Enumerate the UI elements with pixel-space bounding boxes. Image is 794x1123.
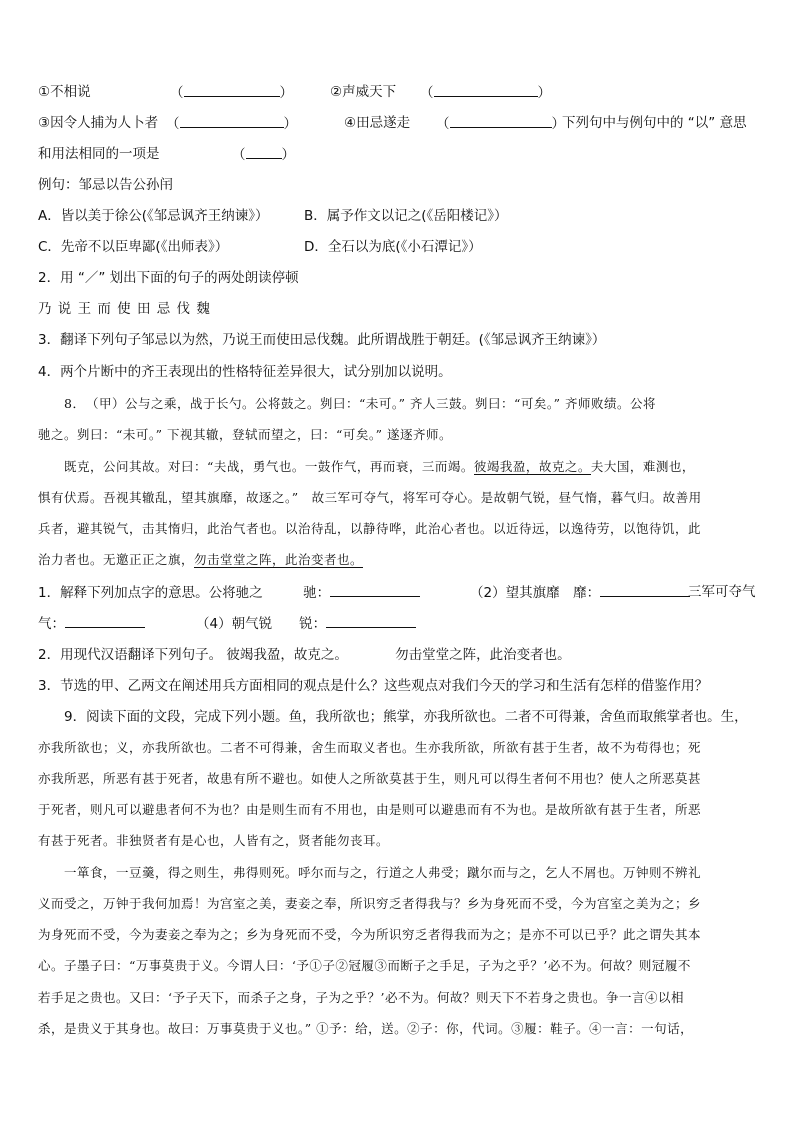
q8-sub-1-4: （4）朝气锐 锐：: [196, 613, 416, 634]
q9-passage-line: 亦我所欲也；义，亦我所欲也。二者不可得兼，舍生而取义者也。生亦我所欲，所欲有甚于生者，故不为苟得也；死: [38, 740, 702, 755]
q9-passage-line: 若手足之贵也。又曰：‘予子天下，而杀子之身，子为之乎？’必不为。何故？则天下不若身之贵也。争一言④以相: [38, 990, 684, 1005]
answer-blank[interactable]: （ ）: [232, 144, 295, 165]
item-2: ②声威天下: [330, 84, 397, 100]
q9-passage-line: 9．阅读下面的文段，完成下列小题。鱼，我所欲也；熊掌，亦我所欲也。二者不可得兼，舍鱼而取熊掌者也。生，: [64, 709, 748, 725]
question-3: 3．翻译下列句子邹忌以为然，乃说王而使田忌伐魏。此所谓战胜于朝廷。(《邹忌讽齐王纳谏》）: [38, 332, 606, 348]
q8-sub-1-3b: 气：: [38, 613, 145, 634]
q9-passage-line: 亦我所恶，所恶有甚于死者，故患有所不避也。如使人之所欲莫甚于生，则凡可以得生者何不用也？使人之所恶莫甚: [38, 771, 702, 786]
q8-sub-1-2: （2）望其旗靡 靡：: [470, 582, 690, 603]
option-b: B．属予作文以记之(《岳阳楼记》）: [304, 208, 508, 224]
q9-passage-line: 为身死而不受，今为妻妾之奉为之；乡为身死而不受，今为所识穷乏者得我而为之；是亦不可以已乎？此之谓失其本: [38, 927, 702, 942]
item-4-tail: 下列句中与例句中的 “以” 意思: [562, 115, 747, 131]
q8-sub-1-3: 三军可夺气: [688, 584, 756, 600]
q8-passage-line: 治力者也。无邀正正之旗，勿击堂堂之阵，此治变者也。: [38, 552, 364, 567]
q8-passage-line: 8． （甲）公与之乘，战于长勺。公将鼓之。刿曰：“未可。” 齐人三鼓。刿曰：“可矣。” 齐师败绩。公将: [64, 396, 656, 411]
answer-blank[interactable]: [326, 613, 416, 628]
q8-passage-line: 兵者，避其锐气，击其惰归，此治气者也。以治待乱，以静待哗，此治心者也。以近待远，以逸待劳，以饱待饥，此: [38, 521, 702, 536]
blank-1[interactable]: （ ）: [170, 82, 293, 103]
question-prompt: 和用法相同的一项是: [38, 146, 160, 162]
answer-blank[interactable]: [330, 582, 420, 597]
q8-passage-line: 惧有伏焉。吾视其辙乱，望其旗靡，故逐之。” 故三军可夺气，将军可夺心。是故朝气锐，昼气惰，暮气归。故善用: [38, 490, 702, 505]
q9-passage-line: 心。子墨子曰：“万事莫贵于义。今谓人曰：‘予①子②冠履③而断子之手足，子为之乎？’必不为。何故？则冠履不: [38, 958, 691, 973]
underlined-sentence: 勿击堂堂之阵，此治变者也。: [194, 552, 364, 567]
question-4: 4．两个片断中的齐王表现出的性格特征差异很大，试分别加以说明。: [38, 364, 452, 380]
item-1: ①不相说: [38, 84, 91, 100]
q8-sub-1: 1．解释下列加点字的意思。公将驰之 驰：: [38, 582, 420, 603]
answer-blank[interactable]: [65, 613, 145, 628]
item-3: ③因令人捕为人卜者: [38, 115, 159, 131]
example-sentence: 例句：邹忌以告公孙闬: [38, 177, 173, 193]
option-c: C．先帝不以臣卑鄙(《出师表》）: [38, 239, 229, 255]
q8-passage-line: 驰之。刿曰：“未可。” 下视其辙，登轼而望之，曰：“可矣。” 遂逐齐师。: [38, 427, 453, 442]
question-2: 2．用 “／” 划出下面的句子的两处朗读停顿: [38, 270, 299, 286]
q9-passage-line: 有甚于死者。非独贤者有是心也，人皆有之，贤者能勿丧耳。: [38, 833, 390, 848]
q8-passage-line: 既克，公问其故。对曰：“夫战，勇气也。一鼓作气，再而衰，三而竭。彼竭我盈，故克之。夫大国，难测也，: [64, 459, 695, 474]
blank-2[interactable]: （ ）: [420, 82, 551, 103]
answer-blank[interactable]: [600, 582, 690, 597]
question-2-sentence: 乃 说 王 而 使 田 忌 伐 魏: [38, 301, 211, 317]
blank-3[interactable]: （ ）: [166, 113, 297, 134]
q9-passage-line: 杀，是贵义于其身也。故曰：万事莫贵于义也。” ①予：给，送。②子：你，代词。③履：鞋子。④一言：一句话，: [38, 1021, 694, 1036]
q9-passage-line: 一箪食，一豆羹，得之则生，弗得则死。呼尔而与之，行道之人弗受；蹴尔而与之，乞人不屑也。万钟则不辨礼: [64, 865, 702, 880]
blank-4[interactable]: （ ）: [436, 113, 565, 134]
option-d: D．全石以为底(《小石潭记》）: [304, 239, 482, 255]
item-4: ④田忌遂走: [344, 115, 411, 131]
q9-passage-line: 于死者，则凡可以避患者何不为也？由是则生而有不用也，由是则可以避患而有不为也。是故所欲有甚于生者，所恶: [38, 802, 702, 817]
q8-sub-3: 3．节选的甲、乙两文在阐述用兵方面相同的观点是什么？这些观点对我们今天的学习和生活有怎样的借鉴作用？: [38, 678, 709, 694]
q9-passage-line: 义而受之，万钟于我何加焉！为宫室之美，妻妾之奉，所识穷乏者得我与？乡为身死而不受，今为宫室之美为之；乡: [38, 896, 702, 911]
underlined-sentence: 彼竭我盈，故克之。: [473, 459, 591, 474]
q8-sub-2: 2．用现代汉语翻译下列句子。 彼竭我盈，故克之。 勿击堂堂之阵，此治变者也。: [38, 647, 571, 663]
option-a: A．皆以美于徐公(《邹忌讽齐王纳谏》）: [38, 208, 269, 224]
